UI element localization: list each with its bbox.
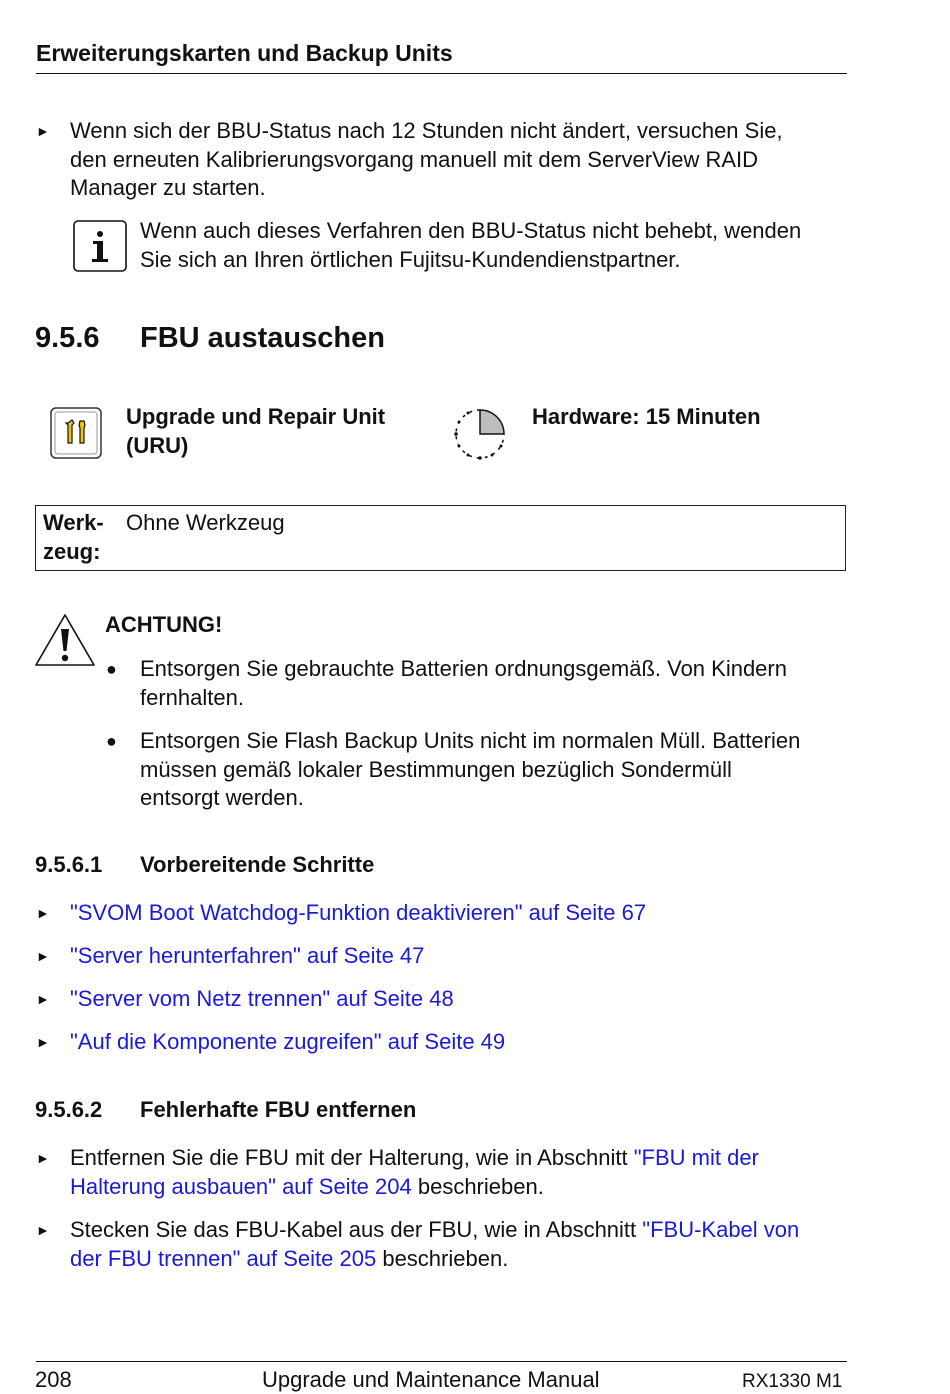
- bullet-icon: ●: [106, 659, 117, 679]
- remove-step-line: [70, 1173, 850, 1202]
- link-fbu-bracket-removal[interactable]: "FBU mit der: [633, 1145, 759, 1170]
- section-title: FBU austauschen: [140, 322, 385, 354]
- subsection-number: 9.5.6.1: [35, 852, 103, 877]
- cable-step-line: [70, 1245, 850, 1274]
- step-arrow-icon: ►: [36, 991, 50, 1007]
- link-fbu-cable-disconnect-cont[interactable]: der FBU trennen" auf Seite 205: [70, 1245, 377, 1271]
- step-arrow-icon: ►: [36, 1222, 50, 1238]
- uru-label-line: Upgrade und Repair Unit: [126, 404, 386, 429]
- model-name: RX1330 M1: [742, 1371, 843, 1392]
- clock-icon: [452, 406, 508, 462]
- step-arrow-icon: ►: [36, 123, 50, 139]
- link-svom-watchdog[interactable]: "SVOM Boot Watchdog-Funktion deaktivieren" auf Seite 67: [70, 900, 647, 925]
- link-server-shutdown[interactable]: "Server herunterfahren" auf Seite 47: [70, 943, 425, 968]
- caution-item-line: müssen gemäß lokaler Bestimmungen bezüglich Sondermüll: [140, 756, 732, 782]
- step-arrow-icon: ►: [36, 905, 50, 921]
- caution-item-line: Entsorgen Sie gebrauchte Batterien ordnungsgemäß. Von Kindern: [140, 656, 787, 681]
- info-icon: [73, 220, 127, 272]
- cable-step-text: Stecken Sie das FBU-Kabel aus der FBU, wie in Abschnitt: [70, 1217, 643, 1242]
- warning-triangle-icon: [33, 612, 97, 670]
- cable-step-line: [70, 1216, 850, 1245]
- caution-item: [140, 727, 850, 813]
- tools-label-line: Werk-: [43, 510, 104, 535]
- intro-step-line: den erneuten Kalibrierungsvorgang manuell mit dem ServerView RAID: [70, 146, 759, 172]
- footer-rule: [36, 1361, 847, 1362]
- wrench-icon: [50, 407, 102, 459]
- intro-step-line: Manager zu starten.: [70, 175, 266, 200]
- step-arrow-icon: ►: [36, 1150, 50, 1166]
- cable-step: [70, 1216, 850, 1273]
- subsection-title: Fehlerhafte FBU entfernen: [140, 1097, 417, 1122]
- caution-item: [140, 655, 850, 712]
- link-access-component[interactable]: "Auf die Komponente zugreifen" auf Seite 49: [70, 1029, 506, 1054]
- tools-label-line: zeug:: [43, 538, 101, 564]
- link-fbu-bracket-removal-cont[interactable]: Halterung ausbauen" auf Seite 204: [70, 1173, 412, 1199]
- tools-value: Ohne Werkzeug: [126, 510, 285, 535]
- section-number: 9.5.6: [35, 322, 100, 354]
- intro-step: [70, 117, 850, 203]
- header-rule: [36, 73, 847, 74]
- bullet-icon: ●: [106, 731, 117, 751]
- info-note: [140, 217, 850, 274]
- uru-label: [126, 403, 385, 460]
- caution-item-line: fernhalten.: [140, 684, 244, 710]
- intro-step-line: Wenn sich der BBU-Status nach 12 Stunden nicht ändert, versuchen Sie,: [70, 118, 783, 143]
- time-label: Hardware: 15 Minuten: [532, 404, 761, 429]
- page-header-title: Erweiterungskarten und Backup Units: [36, 40, 453, 66]
- subsection-number: 9.5.6.2: [35, 1097, 103, 1122]
- remove-step: [70, 1144, 850, 1201]
- info-note-line: Sie sich an Ihren örtlichen Fujitsu-Kundendienstpartner.: [140, 246, 681, 272]
- cable-step-text: beschrieben.: [376, 1245, 509, 1271]
- step-arrow-icon: ►: [36, 948, 50, 964]
- manual-title: Upgrade und Maintenance Manual: [262, 1367, 600, 1392]
- caution-item-line: Entsorgen Sie Flash Backup Units nicht im normalen Müll. Batterien: [140, 728, 801, 753]
- remove-step-line: [70, 1144, 850, 1173]
- link-server-disconnect[interactable]: "Server vom Netz trennen" auf Seite 48: [70, 986, 454, 1011]
- link-fbu-cable-disconnect[interactable]: "FBU-Kabel von: [642, 1217, 800, 1242]
- uru-label-line: (URU): [126, 432, 189, 458]
- step-arrow-icon: ►: [36, 1034, 50, 1050]
- caution-item-line: entsorgt werden.: [140, 785, 304, 810]
- remove-step-text: Entfernen Sie die FBU mit der Halterung, wie in Abschnitt: [70, 1145, 634, 1170]
- caution-title: ACHTUNG!: [105, 612, 223, 637]
- subsection-title: Vorbereitende Schritte: [140, 852, 375, 877]
- tools-label: [43, 509, 104, 566]
- info-note-line: Wenn auch dieses Verfahren den BBU-Status nicht behebt, wenden: [140, 218, 802, 243]
- remove-step-text: beschrieben.: [411, 1173, 544, 1199]
- page-number: 208: [35, 1367, 72, 1392]
